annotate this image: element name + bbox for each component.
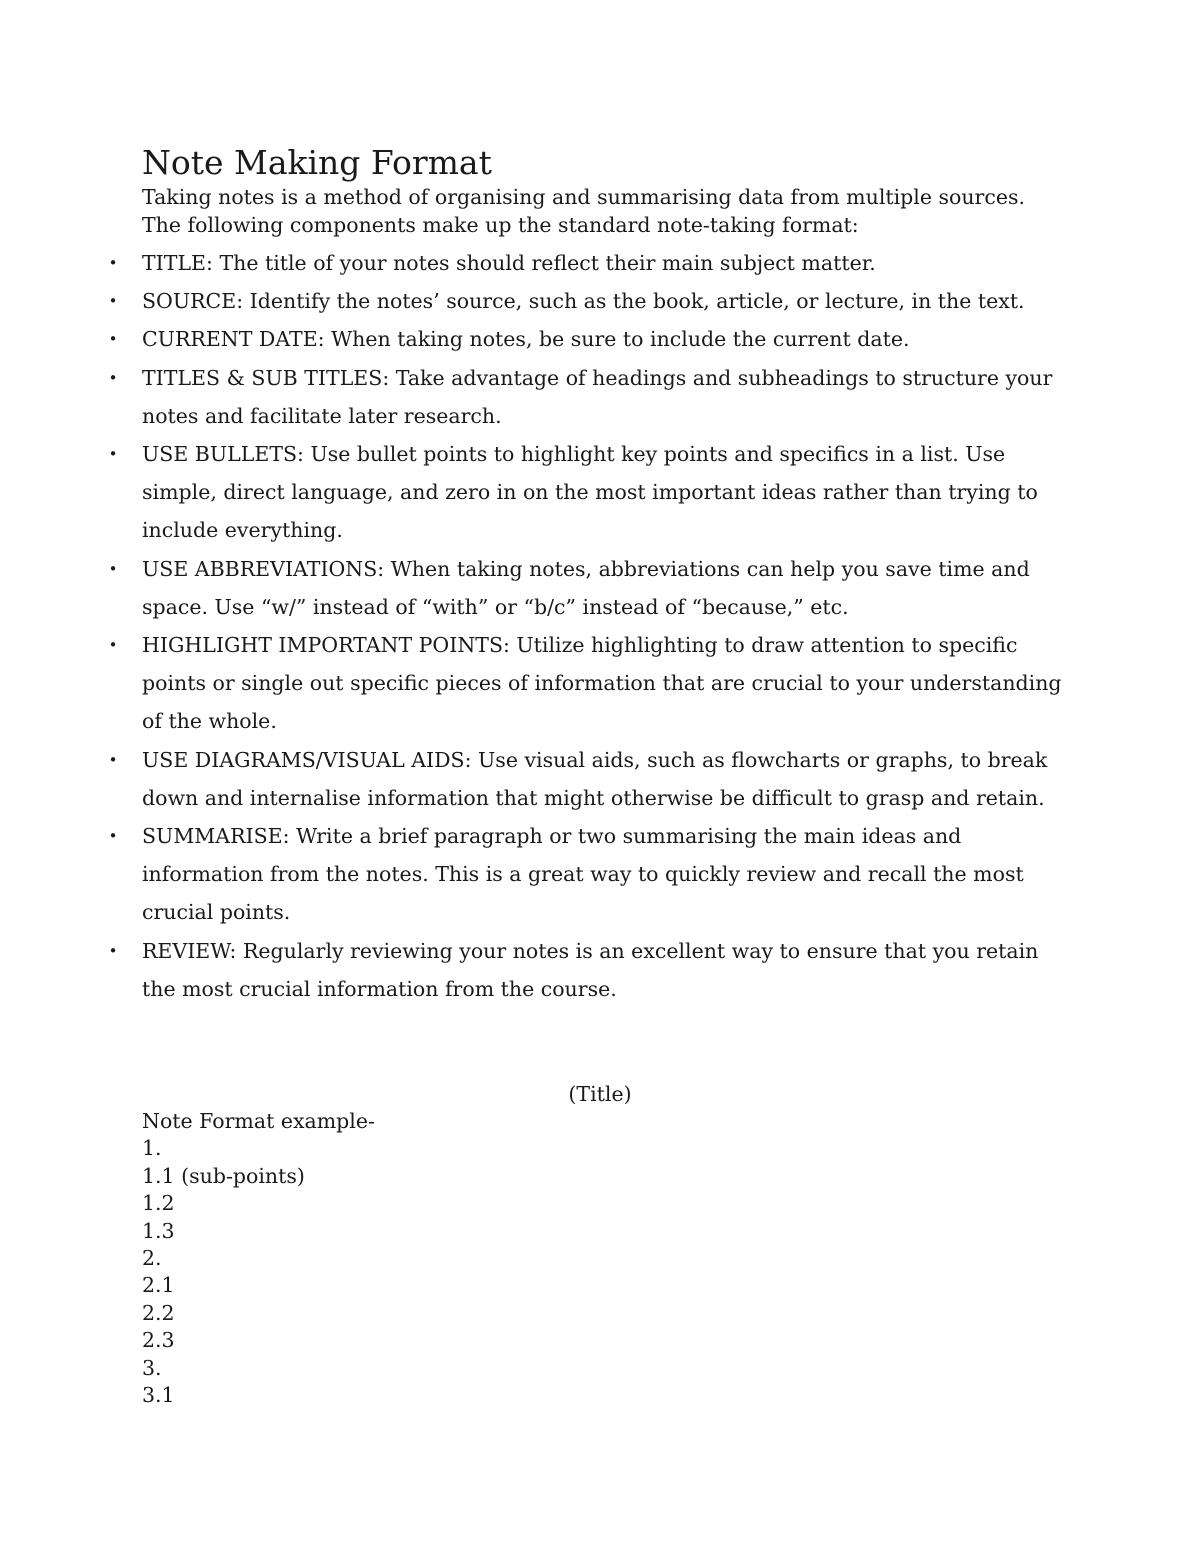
list-item-text: CURRENT DATE: When taking notes, be sure to include the current date. [142,327,910,352]
list-item [108,435,1062,550]
list-item [108,550,1062,626]
bullet-icon: • [108,750,118,769]
example-heading: Note Format example- [142,1109,375,1133]
example-title: (Title) [568,1082,632,1106]
example-line: 1.1 (sub-points) [142,1163,305,1188]
list-item [108,817,1062,932]
list-item [108,626,1062,741]
example-line: 2.1 [142,1273,175,1298]
bullet-icon: • [108,292,118,311]
list-item-text: HIGHLIGHT IMPORTANT POINTS: Utilize highlighting to draw attention to specific points or single out specific pieces of information that are crucial to your understanding of the whole. [142,633,1062,734]
intro-paragraph: Taking notes is a method of organising and summarising data from multiple sources. The following components make up the standard note-taking format: [142,185,1026,237]
list-item-text: USE DIAGRAMS/VISUAL AIDS: Use visual aids, such as flowcharts or graphs, to break down and internalise information that might otherwise be difficult to grasp and retain. [142,747,1048,810]
example-line: 2. [142,1246,162,1271]
list-item-text: USE ABBREVIATIONS: When taking notes, abbreviations can help you save time and space. Use “w/” instead of “with” or “b/c” instead of “because,” etc. [142,556,1030,619]
example-line: 2.2 [142,1300,175,1325]
bullet-icon: • [108,559,118,578]
bullet-icon: • [108,368,118,387]
list-item [108,359,1062,435]
example-line: 1.2 [142,1191,175,1216]
bullet-icon: • [108,445,118,464]
bullet-icon: • [108,941,118,960]
bullet-icon: • [108,636,118,655]
list-item-text: TITLE: The title of your notes should reflect their main subject matter. [142,251,876,275]
list-item-text: REVIEW: Regularly reviewing your notes is an excellent way to ensure that you retain the most crucial information from the course. [142,938,1039,1001]
bullet-icon: • [108,827,118,846]
example-line: 3.1 [142,1383,175,1408]
example-line: 3. [142,1355,162,1380]
list-item-text: SOURCE: Identify the notes’ source, such as the book, article, or lecture, in the text. [142,289,1025,314]
example-line: 1.3 [142,1218,175,1243]
list-item [108,320,1062,358]
note-format-example [142,1108,375,1409]
list-item-text: USE BULLETS: Use bullet points to highlight key points and specifics in a list. Use simple, direct language, and zero in on the most important ideas rather than trying to include everything. [142,442,1038,543]
list-item [108,932,1062,1008]
page-title: Note Making Format [142,143,492,182]
bullet-icon: • [108,254,118,272]
bullet-icon: • [108,330,118,349]
format-components-list [108,244,1062,1008]
example-line: 2.3 [142,1328,175,1353]
list-item-text: TITLES & SUB TITLES: Take advantage of headings and subheadings to structure your notes and facilitate later research. [142,365,1053,428]
list-item [108,741,1062,817]
list-item-text: SUMMARISE: Write a brief paragraph or two summarising the main ideas and information from the notes. This is a great way to quickly review and recall the most crucial points. [142,824,1024,925]
list-item [108,244,1062,282]
example-line: 1. [142,1136,162,1161]
list-item [108,282,1062,320]
